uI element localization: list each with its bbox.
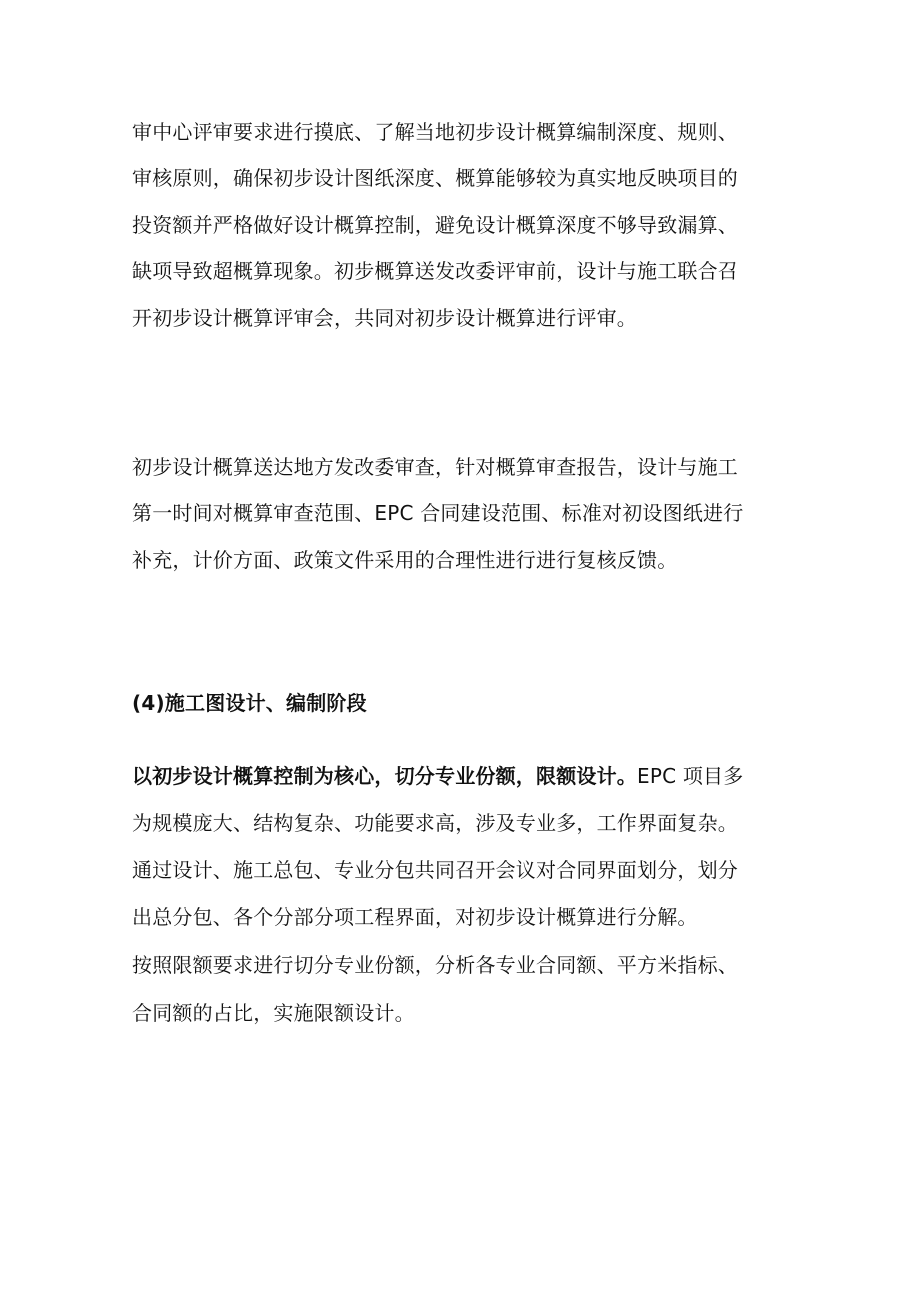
paragraph-3-line-1: [132, 761, 812, 791]
paragraph-2-line-3: 补充，计价方面、政策文件采用的合理性进行进行复核反馈。: [132, 548, 678, 572]
paragraph-3-lead-bold: 以初步设计概算控制为核心，切分专业份额，限额设计。: [132, 764, 637, 788]
paragraph-1-line-4: 缺项导致超概算现象。初步概算送发改委评审前，设计与施工联合召: [132, 259, 738, 283]
paragraph-2-line-2: 第一时间对概算审查范围、EPC 合同建设范围、标准对初设图纸进行: [132, 501, 744, 525]
paragraph-1-line-3: 投资额并严格做好设计概算控制，避免设计概算深度不够导致漏算、: [132, 213, 738, 237]
paragraph-3-line-3: 通过设计、施工总包、专业分包共同召开会议对合同界面划分，划分: [132, 858, 738, 882]
section-heading: (4)施工图设计、编制阶段: [132, 691, 367, 715]
paragraph-3-line-2: 为规模庞大、结构复杂、功能要求高，涉及专业多，工作界面复杂。: [132, 811, 738, 835]
paragraph-3-lead-rest: EPC 项目多: [637, 764, 744, 788]
paragraph-1-line-1: 审中心评审要求进行摸底、了解当地初步设计概算编制深度、规则、: [132, 120, 738, 144]
paragraph-2-line-1: 初步设计概算送达地方发改委审查，针对概算审查报告，设计与施工: [132, 455, 738, 479]
paragraph-3-line-6: 合同额的占比，实施限额设计。: [132, 1001, 415, 1025]
paragraph-1-line-2: 审核原则，确保初步设计图纸深度、概算能够较为真实地反映项目的: [132, 166, 738, 190]
paragraph-1-line-5: 开初步设计概算评审会，共同对初步设计概算进行评审。: [132, 306, 637, 330]
paragraph-3-line-4: 出总分包、各个分部分项工程界面，对初步设计概算进行分解。: [132, 905, 698, 929]
paragraph-3-line-5: 按照限额要求进行切分专业份额，分析各专业合同额、平方米指标、: [132, 953, 738, 977]
